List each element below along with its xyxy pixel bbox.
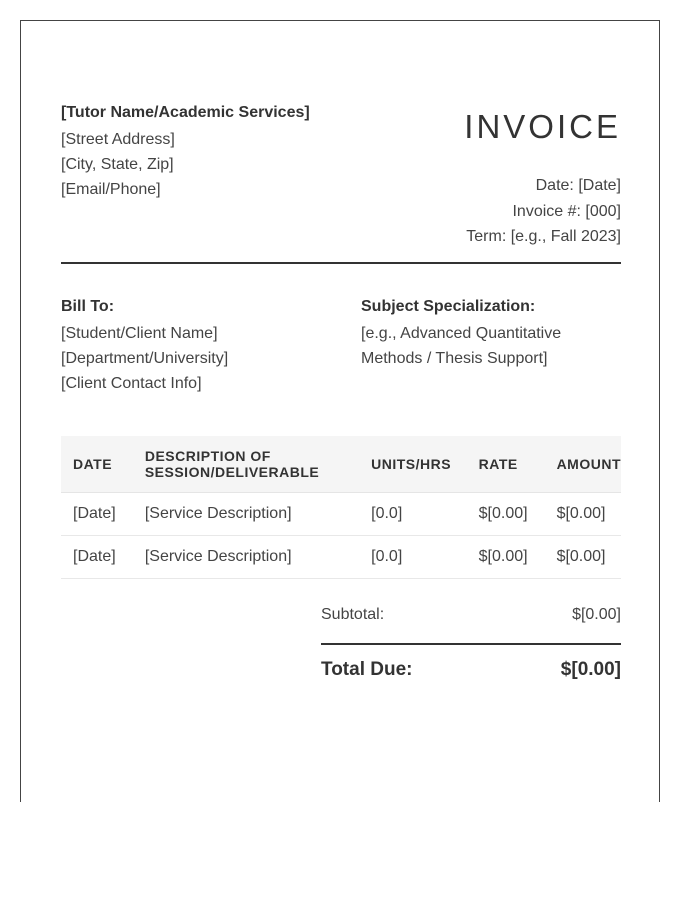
table-header <box>61 436 621 493</box>
header-description-line-1: DESCRIPTION OF <box>144 448 271 464</box>
row-date: [Date] <box>61 536 133 579</box>
invoice-content <box>61 103 621 681</box>
invoice-title: INVOICE <box>464 108 621 145</box>
totals-block <box>321 605 621 681</box>
sender-city: [City, State, Zip] <box>61 156 174 173</box>
row-units: [0.0] <box>359 536 467 579</box>
subject-block <box>361 297 621 436</box>
subject-line-2: Methods / Thesis Support] <box>361 350 548 367</box>
subject-line-1: [e.g., Advanced Quantitative <box>361 325 562 342</box>
header-description <box>133 436 359 493</box>
invoice-header <box>61 103 621 243</box>
client-name: [Student/Client Name] <box>61 325 218 342</box>
table-row <box>61 493 621 536</box>
header-units: UNITS/HRS <box>359 436 467 493</box>
table-body <box>61 493 621 579</box>
table-header-row <box>61 436 621 493</box>
subject-label: Subject Specialization: <box>361 298 536 315</box>
invoice-term: Term: [e.g., Fall 2023] <box>466 228 621 245</box>
row-rate: $[0.00] <box>467 536 545 579</box>
invoice-date: Date: [Date] <box>535 177 621 194</box>
header-date: DATE <box>61 436 133 493</box>
sender-name: [Tutor Name/Academic Services] <box>61 104 310 121</box>
total-due-value: $[0.00] <box>560 659 621 680</box>
row-date: [Date] <box>61 493 133 536</box>
row-rate: $[0.00] <box>467 493 545 536</box>
row-amount: $[0.00] <box>545 536 621 579</box>
row-description: [Service Description] <box>133 536 359 579</box>
header-amount: AMOUNT <box>545 436 621 493</box>
subtotal-label: Subtotal: <box>321 606 385 623</box>
header-description-line-2: SESSION/DELIVERABLE <box>144 464 320 480</box>
sender-block <box>61 103 310 243</box>
bill-to-label: Bill To: <box>61 298 115 315</box>
header-divider <box>61 262 621 264</box>
header-rate: RATE <box>467 436 545 493</box>
invoice-number: Invoice #: [000] <box>512 202 621 220</box>
client-contact: [Client Contact Info] <box>61 375 202 392</box>
row-units: [0.0] <box>359 493 467 536</box>
sender-contact: [Email/Phone] <box>61 181 161 198</box>
invoice-page <box>20 20 660 802</box>
sender-street: [Street Address] <box>61 131 175 148</box>
billing-section <box>61 297 621 436</box>
total-due-label: Total Due: <box>321 659 413 680</box>
subtotal-row <box>321 605 621 645</box>
table-row <box>61 536 621 579</box>
line-items-table <box>61 436 621 579</box>
invoice-meta <box>464 103 621 243</box>
client-department: [Department/University] <box>61 350 229 367</box>
bill-to-block <box>61 297 361 436</box>
row-amount: $[0.00] <box>545 493 621 536</box>
subtotal-value: $[0.00] <box>572 606 621 623</box>
total-due-row <box>321 659 621 681</box>
row-description: [Service Description] <box>133 493 359 536</box>
